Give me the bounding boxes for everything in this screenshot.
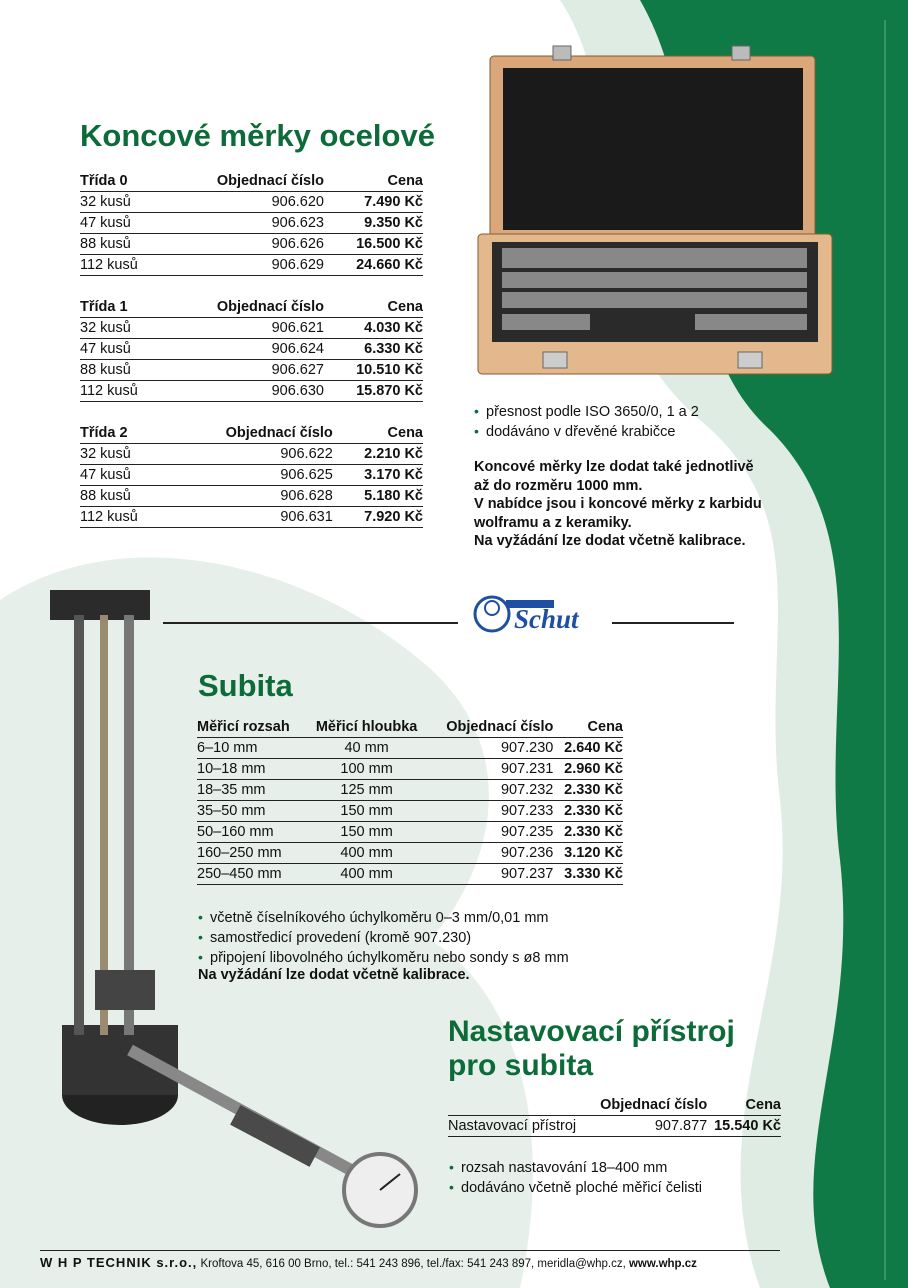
- cell-range: 6–10 mm: [197, 738, 307, 759]
- cell-order: 906.628: [169, 486, 333, 507]
- cell-qty: 88 kusů: [80, 486, 169, 507]
- table-row: [80, 255, 423, 276]
- page-title: Koncové měrky ocelové: [80, 118, 435, 153]
- cell-depth: 125 mm: [307, 780, 427, 801]
- cell-price: 2.330 Kč: [553, 822, 623, 843]
- cell-qty: 47 kusů: [80, 213, 165, 234]
- cell-price: 24.660 Kč: [324, 255, 423, 276]
- note-line: Na vyžádání lze dodat včetně kalibrace.: [474, 533, 746, 549]
- feature-item: • samostředicí provedení (kromě 907.230): [198, 928, 569, 948]
- table-header-row: [448, 1096, 781, 1116]
- subita-table: [197, 718, 623, 885]
- cell-qty: 32 kusů: [80, 192, 165, 213]
- table-header-row: [80, 424, 423, 444]
- cell-price: 2.640 Kč: [553, 738, 623, 759]
- cell-qty: 88 kusů: [80, 234, 165, 255]
- cell-depth: 400 mm: [307, 843, 427, 864]
- feature-item: • rozsah nastavování 18–400 mm: [449, 1158, 702, 1178]
- class-label: Třída 2: [80, 424, 169, 444]
- cell-price: 4.030 Kč: [324, 318, 423, 339]
- cell-price: 2.330 Kč: [553, 801, 623, 822]
- cell-price: 15.540 Kč: [707, 1116, 781, 1137]
- class-label: Třída 0: [80, 172, 165, 192]
- cell-order: 906.629: [165, 255, 324, 276]
- cell-order: 906.626: [165, 234, 324, 255]
- col-price: Cena: [333, 424, 423, 444]
- cell-order: 907.230: [427, 738, 554, 759]
- col-depth: Měřicí hloubka: [307, 718, 427, 738]
- table-row: [80, 444, 423, 465]
- title-line: pro subita: [448, 1049, 594, 1082]
- col-price: Cena: [324, 298, 423, 318]
- cell-qty: 47 kusů: [80, 339, 165, 360]
- table-header-row: [197, 718, 623, 738]
- cell-depth: 150 mm: [307, 801, 427, 822]
- subita-features: [198, 908, 569, 968]
- table-row: [80, 360, 423, 381]
- table-row: [197, 843, 623, 864]
- cell-depth: 40 mm: [307, 738, 427, 759]
- cell-range: 35–50 mm: [197, 801, 307, 822]
- cell-depth: 150 mm: [307, 822, 427, 843]
- feature-item: • přesnost podle ISO 3650/0, 1 a 2: [474, 402, 699, 422]
- cell-order: 906.620: [165, 192, 324, 213]
- cell-qty: 112 kusů: [80, 381, 165, 402]
- table-row: [80, 507, 423, 528]
- table-row: [197, 738, 623, 759]
- cell-range: 18–35 mm: [197, 780, 307, 801]
- cell-order: 906.631: [169, 507, 333, 528]
- col-price: Cena: [553, 718, 623, 738]
- table-row: [80, 339, 423, 360]
- col-price: Cena: [324, 172, 423, 192]
- cell-price: 7.920 Kč: [333, 507, 423, 528]
- subita-title: Subita: [198, 668, 293, 703]
- cell-range: 50–160 mm: [197, 822, 307, 843]
- feature-item: • připojení libovolného úchylkoměru nebo sondy s ø8 mm: [198, 948, 569, 968]
- cell-order: 907.236: [427, 843, 554, 864]
- col-order: Objednací číslo: [427, 718, 554, 738]
- class-table: [80, 424, 423, 528]
- table-row: [197, 801, 623, 822]
- cell-name: Nastavovací přístroj: [448, 1116, 589, 1137]
- cell-price: 5.180 Kč: [333, 486, 423, 507]
- gauge-block-note: [474, 458, 794, 551]
- table-row: [80, 465, 423, 486]
- col-range: Měřicí rozsah: [197, 718, 307, 738]
- gauge-block-tables: [80, 172, 423, 528]
- table-header-row: [80, 172, 423, 192]
- cell-order: 906.625: [169, 465, 333, 486]
- cell-qty: 112 kusů: [80, 255, 165, 276]
- table-row: [448, 1116, 781, 1137]
- table-row: [80, 213, 423, 234]
- footer-web-link[interactable]: www.whp.cz: [628, 1258, 697, 1270]
- feature-item: • dodáváno v dřevěné krabičce: [474, 422, 699, 442]
- cell-order: 907.877: [589, 1116, 707, 1137]
- cell-range: 250–450 mm: [197, 864, 307, 885]
- note-line: wolframu a z keramiky.: [474, 514, 632, 531]
- table-row: [80, 318, 423, 339]
- cell-depth: 100 mm: [307, 759, 427, 780]
- table-header-row: [80, 298, 423, 318]
- divider-right: [612, 622, 734, 624]
- cell-depth: 400 mm: [307, 864, 427, 885]
- cell-price: 16.500 Kč: [324, 234, 423, 255]
- class-table: [80, 172, 423, 276]
- cell-order: 907.232: [427, 780, 554, 801]
- cell-price: 10.510 Kč: [324, 360, 423, 381]
- gauge-block-set-image: [470, 42, 838, 377]
- note-line: V nabídce jsou i koncové měrky z karbidu: [474, 496, 762, 512]
- footer: [40, 1250, 780, 1270]
- cell-price: 2.330 Kč: [553, 780, 623, 801]
- cell-qty: 88 kusů: [80, 360, 165, 381]
- schut-logo: [472, 594, 602, 638]
- col-order: Objednací číslo: [169, 424, 333, 444]
- cell-order: 907.231: [427, 759, 554, 780]
- cell-order: 907.235: [427, 822, 554, 843]
- col-name: [448, 1096, 589, 1116]
- cell-order: 906.627: [165, 360, 324, 381]
- col-price: Cena: [707, 1096, 781, 1116]
- table-row: [80, 192, 423, 213]
- cell-qty: 32 kusů: [80, 318, 165, 339]
- footer-company: W H P TECHNIK s.r.o.,: [40, 1255, 198, 1270]
- cell-range: 160–250 mm: [197, 843, 307, 864]
- cell-order: 906.623: [165, 213, 324, 234]
- note-line: až do rozměru 1000 mm.: [474, 477, 643, 494]
- cell-order: 906.630: [165, 381, 324, 402]
- cell-price: 7.490 Kč: [324, 192, 423, 213]
- cell-price: 15.870 Kč: [324, 381, 423, 402]
- table-row: [80, 234, 423, 255]
- setting-device-table: [448, 1096, 781, 1137]
- cell-price: 3.330 Kč: [553, 864, 623, 885]
- table-row: [197, 864, 623, 885]
- logo-text: Schut: [514, 604, 579, 634]
- gauge-block-features: [474, 402, 699, 442]
- table-row: [197, 759, 623, 780]
- col-order: Objednací číslo: [589, 1096, 707, 1116]
- footer-address: Kroftova 45, 616 00 Brno, tel.: 541 243 896, tel./fax: 541 243 897, meridla@whp.cz,: [197, 1258, 629, 1270]
- cell-qty: 47 kusů: [80, 465, 169, 486]
- table-row: [197, 780, 623, 801]
- table-row: [80, 381, 423, 402]
- col-order: Objednací číslo: [165, 172, 324, 192]
- cell-qty: 32 kusů: [80, 444, 169, 465]
- cell-price: 2.210 Kč: [333, 444, 423, 465]
- cell-price: 9.350 Kč: [324, 213, 423, 234]
- col-order: Objednací číslo: [165, 298, 324, 318]
- feature-item: • dodáváno včetně ploché měřicí čelisti: [449, 1178, 702, 1198]
- cell-price: 3.170 Kč: [333, 465, 423, 486]
- setting-device-features: [449, 1158, 702, 1198]
- cell-range: 10–18 mm: [197, 759, 307, 780]
- class-label: Třída 1: [80, 298, 165, 318]
- class-table: [80, 298, 423, 402]
- cell-price: 2.960 Kč: [553, 759, 623, 780]
- cell-order: 906.622: [169, 444, 333, 465]
- title-line: Nastavovací přístroj: [448, 1015, 735, 1048]
- feature-item: • včetně číselníkového úchylkoměru 0–3 mm/0,01 mm: [198, 908, 569, 928]
- setting-device-title: [448, 1015, 735, 1083]
- cell-order: 907.237: [427, 864, 554, 885]
- table-row: [197, 822, 623, 843]
- cell-price: 6.330 Kč: [324, 339, 423, 360]
- cell-order: 906.624: [165, 339, 324, 360]
- cell-price: 3.120 Kč: [553, 843, 623, 864]
- cell-order: 906.621: [165, 318, 324, 339]
- table-row: [80, 486, 423, 507]
- cell-qty: 112 kusů: [80, 507, 169, 528]
- note-line: Koncové měrky lze dodat také jednotlivě: [474, 459, 754, 475]
- subita-note: Na vyžádání lze dodat včetně kalibrace.: [198, 967, 470, 983]
- cell-order: 907.233: [427, 801, 554, 822]
